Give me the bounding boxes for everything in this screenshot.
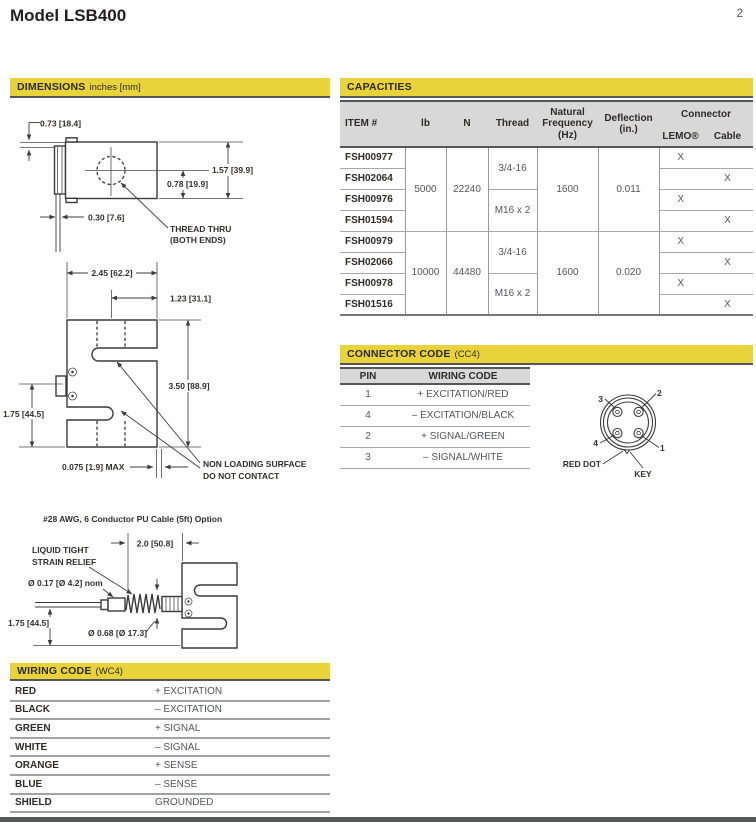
wire-color: BLUE [15,778,43,790]
cable-option-drawing [6,514,237,648]
col-header-deflection: Deflection (in.) [598,101,659,147]
front-view-drawing [1,262,307,481]
table-row [10,739,330,758]
non-loading-note-line2: DO NOT CONTACT [203,471,280,481]
dim-boss-label: 0.30 [7.6] [88,212,125,223]
dim-center-to-bottom-label: 0.78 [19.9] [166,179,209,189]
page-number: 2 [736,8,743,20]
col-header-thread: Thread [488,101,537,147]
connector-code-section-header [340,345,753,365]
natural-frequency: 1600 [537,231,598,315]
item-number: FSH00978 [340,273,405,294]
connector-code-header-label: CONNECTOR CODE [347,348,451,360]
diagram-pin-3-label: 3 [598,394,603,404]
wiring-code-value: + SIGNAL/GREEN [396,426,530,447]
page-footer-bar [0,817,756,822]
cable-mark [702,273,753,294]
lemo-mark: X [659,147,702,168]
capacity-lb: 5000 [405,147,446,231]
lemo-mark: X [659,189,702,210]
col-header-wiring-code: WIRING CODE [396,368,530,384]
dim-half-height-label: 1.75 [44.5] [3,409,45,419]
wire-color: GREEN [15,722,51,734]
diagram-pin-1-label: 1 [660,443,665,453]
item-number: FSH00977 [340,147,405,168]
dim-height-label: 3.50 [88.9] [168,381,210,391]
key-label: KEY [634,469,652,479]
lemo-mark [659,252,702,273]
table-row [340,231,753,252]
non-loading-note-line1: NON LOADING SURFACE [203,459,307,469]
capacities-table [340,100,753,316]
wiring-code-section-header [10,663,330,681]
wiring-code-header-label: WIRING CODE [17,665,92,677]
dim-gap-label: 0.075 [1.9] MAX [62,462,125,472]
dimension-drawings [0,100,340,660]
wire-function: + SENSE [155,760,198,772]
lemo-mark [659,210,702,231]
thread-spec: M16 x 2 [488,273,537,315]
strain-relief-note-line2: STRAIN RELIEF [32,557,97,567]
col-header-frequency: Natural Frequency (Hz) [537,101,598,147]
col-header-lemo: LEMO® [659,128,702,147]
table-row [340,447,530,468]
thread-spec: M16 x 2 [488,189,537,231]
pin-number: 1 [340,384,396,405]
wiring-code-header-suffix: (WC4) [95,665,123,677]
red-dot-label: RED DOT [562,459,601,469]
connector-code-table [340,367,530,469]
col-header-cable: Cable [702,128,753,147]
col-header-n: N [446,101,488,147]
col-header-lb: lb [405,101,446,147]
wire-color: RED [15,685,37,697]
dimensions-units-note: inches [mm] [89,81,141,93]
dim-half-width-label: 1.23 [31.1] [170,293,212,304]
pin-number: 3 [340,447,396,468]
cable-mark [702,147,753,168]
table-row [340,147,753,168]
thread-thru-note-line2: (BOTH ENDS) [170,235,226,245]
dim-overall-height-label: 1.57 [39.9] [211,165,254,175]
capacity-n: 44480 [446,231,488,315]
wire-color: ORANGE [15,760,59,772]
dim-cable-length-label: 2.0 [50.8] [136,538,174,549]
wire-function: – SENSE [155,778,198,790]
col-header-connector: Connector [681,109,731,121]
item-number: FSH00979 [340,231,405,252]
col-header-item: ITEM # [340,101,405,147]
lemo-mark: X [659,231,702,252]
lemo-mark [659,168,702,189]
dim-relief-dia-label: Ø 0.68 [Ø 17.3] [88,628,148,638]
table-row [340,426,530,447]
capacities-header-label: CAPACITIES [347,81,412,93]
cable-mark: X [702,168,753,189]
thread-thru-note-line1: THREAD THRU [170,224,232,234]
wire-function: + SIGNAL [155,722,201,734]
capacities-section-header [340,78,753,98]
dim-cable-height-label: 1.75 [44.5] [8,618,50,628]
table-row [10,683,330,702]
wire-color: WHITE [15,741,48,753]
side-view-drawing [20,119,256,253]
item-number: FSH01516 [340,294,405,315]
dim-stud-label: 0.73 [18.4] [40,118,82,129]
col-header-pin: PIN [340,368,396,384]
connector-code-header-suffix: (CC4) [454,348,480,360]
wiring-code-value: – EXCITATION/BLACK [396,405,530,426]
dimensions-header-label: DIMENSIONS [17,81,86,93]
wiring-code-value: – SIGNAL/WHITE [396,447,530,468]
diagram-pin-2-label: 2 [657,388,662,398]
wire-function: + EXCITATION [155,685,223,697]
cable-option-title: #28 AWG, 6 Conductor PU Cable (5ft) Option [43,514,223,524]
wire-function: – EXCITATION [155,704,222,716]
cable-mark [702,189,753,210]
deflection: 0.011 [598,147,659,231]
wiring-code-value: + EXCITATION/RED [396,384,530,405]
pin-number: 4 [340,405,396,426]
table-row [340,405,530,426]
table-row [340,384,530,405]
table-row [10,702,330,721]
wire-color: BLACK [15,704,50,716]
item-number: FSH01594 [340,210,405,231]
capacity-n: 22240 [446,147,488,231]
item-number: FSH02064 [340,168,405,189]
table-row [10,757,330,776]
cable-mark: X [702,210,753,231]
cable-mark: X [702,294,753,315]
cable-mark [702,231,753,252]
deflection: 0.020 [598,231,659,315]
dimensions-section-header [10,78,330,98]
connector-face-diagram [540,383,756,483]
thread-spec: 3/4-16 [488,147,537,189]
strain-relief-note-line1: LIQUID TIGHT [32,545,89,555]
wiring-code-table [10,683,330,813]
dim-width-label: 2.45 [62.2] [91,268,133,278]
item-number: FSH02066 [340,252,405,273]
dim-cable-dia-label: Ø 0.17 [Ø 4.2] nom [28,578,103,588]
lemo-mark [659,294,702,315]
cable-mark: X [702,252,753,273]
table-row [10,720,330,739]
wire-function: – SIGNAL [155,741,201,753]
capacity-lb: 10000 [405,231,446,315]
capacities-table-head [340,101,753,147]
wire-function: GROUNDED [155,797,214,809]
table-row [10,795,330,814]
thread-spec: 3/4-16 [488,231,537,273]
item-number: FSH00976 [340,189,405,210]
page-title: Model LSB400 [10,6,127,25]
natural-frequency: 1600 [537,147,598,231]
lemo-mark: X [659,273,702,294]
wire-color: SHIELD [15,797,52,809]
pin-number: 2 [340,426,396,447]
table-row [10,776,330,795]
diagram-pin-4-label: 4 [593,438,598,448]
